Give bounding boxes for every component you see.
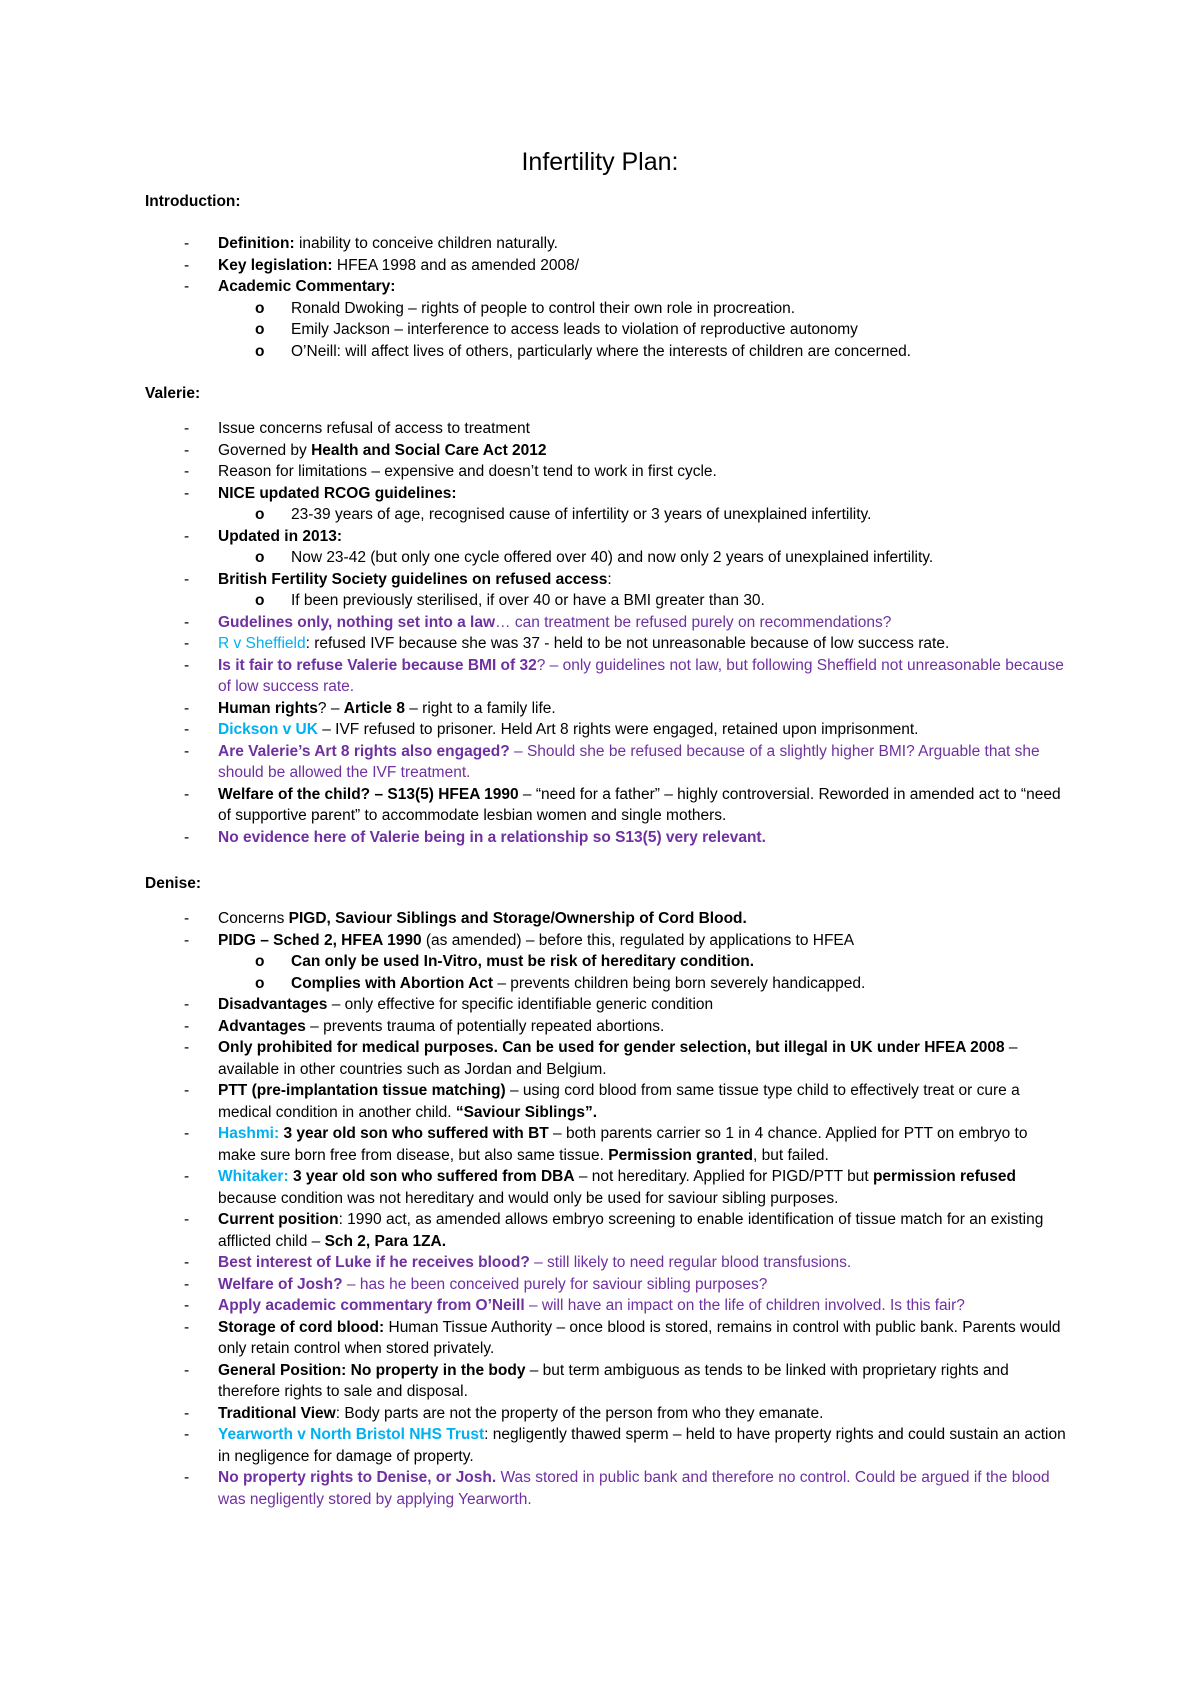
text-run: Definition: bbox=[218, 235, 299, 252]
bullet-marker: - bbox=[184, 1469, 190, 1486]
list-item bbox=[0, 569, 1200, 591]
list-item-text bbox=[218, 827, 1068, 849]
list-item-text bbox=[218, 483, 1068, 505]
list-item bbox=[0, 1123, 1200, 1166]
list-item-text bbox=[218, 1166, 1068, 1209]
list-item bbox=[0, 1016, 1200, 1038]
introduction-list bbox=[0, 233, 1200, 362]
sub-list-item bbox=[0, 504, 1200, 526]
text-run: Hashmi: bbox=[218, 1125, 284, 1142]
sub-bullet-marker: o bbox=[255, 506, 265, 523]
text-run: Dickson v UK bbox=[218, 721, 323, 738]
bullet-marker: - bbox=[184, 742, 190, 760]
text-run: – prevents children being born severely handicapped. bbox=[493, 974, 866, 992]
text-run: If been previously sterilised, if over 40 or have a BMI greater than 30. bbox=[291, 592, 765, 609]
sub-list-item bbox=[0, 547, 1200, 569]
list-item-text bbox=[218, 1037, 1068, 1080]
list-item-text bbox=[291, 590, 1081, 612]
section-heading-denise: Denise: bbox=[145, 875, 201, 892]
list-item-text bbox=[218, 633, 1068, 655]
bullet-marker: - bbox=[184, 420, 190, 437]
text-run: : Body parts are not the property of the person from who they emanate. bbox=[335, 1404, 824, 1422]
text-run: … can treatment be refused purely on recommendations? bbox=[495, 613, 892, 631]
bullet-marker: - bbox=[184, 1039, 190, 1056]
bullet-marker: - bbox=[184, 1426, 190, 1443]
list-item bbox=[0, 698, 1200, 720]
text-run: : refused IVF because she was 37 - held to be not unreasonable because of low success rate. bbox=[305, 635, 950, 652]
text-run: Traditional View bbox=[218, 1404, 336, 1422]
text-run: Only prohibited for medical purposes. Can be used for gender selection, but illegal in UK under HFEA 2008 bbox=[218, 1039, 1005, 1056]
bullet-marker: - bbox=[184, 828, 190, 846]
bullet-marker: - bbox=[184, 699, 190, 717]
list-item bbox=[0, 1360, 1200, 1403]
sub-bullet-marker: o bbox=[255, 342, 265, 360]
bullet-marker: - bbox=[184, 785, 190, 803]
bullet-marker: - bbox=[184, 996, 190, 1013]
text-run: Gudelines only, nothing set into a law bbox=[218, 613, 496, 631]
text-run: Academic Commentary: bbox=[218, 278, 396, 295]
text-run: Ronald Dwoking – rights of people to control their own role in procreation. bbox=[291, 299, 796, 317]
list-item-text bbox=[291, 298, 1081, 320]
text-run: – not hereditary. Applied for PIGD/PTT but bbox=[574, 1168, 873, 1185]
bullet-marker: - bbox=[184, 1017, 190, 1035]
text-run: – “need for a father” – highly controversial. Reworded in amended act to “need of supportive parent” to accommodate lesbian women and single mothers. bbox=[218, 785, 1061, 824]
list-item bbox=[0, 1403, 1200, 1425]
list-item bbox=[0, 1467, 1200, 1510]
list-item bbox=[0, 461, 1200, 483]
list-item-text bbox=[218, 1209, 1068, 1252]
list-item-text bbox=[218, 1016, 1068, 1038]
text-run: because condition was not hereditary and would only be used for saviour sibling purposes. bbox=[218, 1189, 839, 1207]
text-run: – but term ambiguous as tends to be linked with proprietary rights and therefore rights to sale and disposal. bbox=[218, 1361, 1009, 1400]
text-run: Reason for limitations – expensive and doesn’t tend to work in first cycle. bbox=[218, 463, 717, 480]
text-run: – using cord blood from same tissue type child to effectively treat or cure a medical condition in another child. bbox=[218, 1082, 1020, 1121]
list-item-text bbox=[218, 255, 1068, 277]
list-item bbox=[0, 994, 1200, 1016]
text-run: Concerns bbox=[218, 910, 289, 927]
text-run: Human rights bbox=[218, 699, 318, 717]
list-item-text bbox=[218, 1252, 1068, 1274]
list-item-text bbox=[291, 319, 1081, 341]
text-run: – prevents trauma of potentially repeated abortions. bbox=[305, 1017, 665, 1035]
list-item-text bbox=[218, 655, 1068, 698]
bullet-marker: - bbox=[184, 613, 190, 631]
sub-list-item bbox=[0, 319, 1200, 341]
text-run: 23-39 years of age, recognised cause of infertility or 3 years of unexplained infertility. bbox=[291, 506, 872, 523]
list-item bbox=[0, 1080, 1200, 1123]
text-run: Is it fair to refuse Valerie because BMI of 32 bbox=[218, 656, 537, 674]
text-run: – Should she be refused because of a slightly higher BMI? Arguable that she should be allowed the IVF treatment. bbox=[218, 742, 1040, 781]
bullet-marker: - bbox=[184, 721, 190, 738]
list-item bbox=[0, 741, 1200, 784]
list-item-text bbox=[218, 440, 1068, 462]
list-item-text bbox=[218, 461, 1068, 483]
sub-bullet-marker: o bbox=[255, 549, 265, 566]
text-run: R v Sheffield bbox=[218, 635, 306, 652]
text-run: permission refused bbox=[872, 1168, 1016, 1185]
bullet-marker: - bbox=[184, 1125, 190, 1142]
text-run: Welfare of Josh? bbox=[218, 1275, 343, 1293]
text-run: British Fertility Society guidelines on refused access bbox=[218, 570, 608, 588]
text-run: : negligently thawed sperm – held to have property rights and could sustain an action in negligence for damage of property. bbox=[218, 1426, 1066, 1465]
sub-bullet-marker: o bbox=[255, 321, 265, 338]
text-run: Governed by bbox=[218, 441, 312, 459]
text-run: Storage of cord blood: bbox=[218, 1318, 385, 1336]
text-run: Can only be used In-Vitro, must be risk of hereditary condition. bbox=[291, 953, 755, 970]
text-run: (as amended) – before this, regulated by applications to HFEA bbox=[421, 931, 855, 949]
text-run: PIGD, Saviour Siblings and Storage/Ownership of Cord Blood. bbox=[288, 910, 747, 927]
sub-bullet-marker: o bbox=[255, 592, 265, 609]
list-item-text bbox=[218, 1274, 1068, 1296]
sub-list-item bbox=[0, 298, 1200, 320]
list-item bbox=[0, 1295, 1200, 1317]
bullet-marker: - bbox=[184, 235, 190, 252]
list-item-text bbox=[291, 547, 1081, 569]
text-run: – only effective for specific identifiable generic condition bbox=[327, 996, 714, 1013]
list-item-text bbox=[218, 1080, 1068, 1123]
list-item-text bbox=[291, 973, 1081, 995]
text-run: : bbox=[607, 570, 612, 588]
text-run: Best interest of Luke if he receives blood? bbox=[218, 1254, 530, 1271]
valerie-list bbox=[0, 418, 1200, 848]
list-item bbox=[0, 633, 1200, 655]
list-item bbox=[0, 440, 1200, 462]
list-item-text bbox=[218, 418, 1068, 440]
text-run: Now 23-42 (but only one cycle offered over 40) and now only 2 years of unexplained infertility. bbox=[291, 549, 934, 566]
list-item bbox=[0, 719, 1200, 741]
sub-list-item bbox=[0, 973, 1200, 995]
text-run: – both parents carrier so 1 in 4 chance. Applied for PTT on embryo to make sure born free from disease, but also same tissue. bbox=[218, 1125, 1028, 1164]
text-run: – available in other countries such as Jordan and Belgium. bbox=[218, 1039, 1018, 1078]
bullet-marker: - bbox=[184, 1318, 190, 1336]
text-run: Are Valerie’s Art 8 rights also engaged? bbox=[218, 742, 510, 760]
text-run: Welfare of the child? – S13(5) HFEA 1990 bbox=[218, 785, 519, 803]
bullet-marker: - bbox=[184, 910, 190, 927]
list-item bbox=[0, 930, 1200, 952]
list-item bbox=[0, 1166, 1200, 1209]
page-title: Infertility Plan: bbox=[521, 148, 679, 176]
bullet-marker: - bbox=[184, 1254, 190, 1271]
list-item-text bbox=[218, 276, 1068, 298]
denise-list bbox=[0, 908, 1200, 1510]
sub-list-item bbox=[0, 590, 1200, 612]
text-run: Complies with Abortion Act bbox=[291, 974, 494, 992]
list-item bbox=[0, 1209, 1200, 1252]
list-item-text bbox=[218, 741, 1068, 784]
text-run: Was stored in public bank and therefore no control. Could be argued if the blood was negligently stored by applying Yearworth. bbox=[218, 1469, 1050, 1508]
text-run: Advantages bbox=[218, 1017, 306, 1035]
list-item bbox=[0, 418, 1200, 440]
text-run: – IVF refused to prisoner. Held Art 8 rights were engaged, retained upon imprisonment. bbox=[322, 721, 919, 738]
list-item bbox=[0, 612, 1200, 634]
list-item-text bbox=[218, 569, 1068, 591]
text-run: “Saviour Siblings”. bbox=[455, 1103, 598, 1121]
list-item bbox=[0, 908, 1200, 930]
list-item-text bbox=[218, 719, 1068, 741]
text-run: ? – bbox=[317, 699, 344, 717]
sub-list-item bbox=[0, 341, 1200, 363]
bullet-marker: - bbox=[184, 1404, 190, 1422]
list-item bbox=[0, 1252, 1200, 1274]
text-run: – has he been conceived purely for saviour sibling purposes? bbox=[342, 1275, 768, 1293]
text-run: No property rights to Denise, or Josh. bbox=[218, 1469, 497, 1486]
text-run: No evidence here of Valerie being in a relationship so S13(5) very relevant. bbox=[218, 828, 766, 846]
bullet-marker: - bbox=[184, 1275, 190, 1293]
bullet-marker: - bbox=[184, 570, 190, 588]
text-run: Key legislation: bbox=[218, 256, 337, 274]
bullet-marker: - bbox=[184, 463, 190, 480]
list-item-text bbox=[291, 341, 1081, 363]
bullet-marker: - bbox=[184, 1297, 190, 1314]
bullet-marker: - bbox=[184, 484, 190, 502]
text-run: Health and Social Care Act 2012 bbox=[311, 441, 547, 459]
list-item-text bbox=[218, 526, 1068, 548]
text-run: O’Neill: will affect lives of others, particularly where the interests of children are concerned. bbox=[291, 342, 911, 360]
sub-bullet-marker: o bbox=[255, 953, 265, 970]
list-item bbox=[0, 526, 1200, 548]
list-item-text bbox=[218, 698, 1068, 720]
bullet-marker: - bbox=[184, 1361, 190, 1379]
text-run: Disadvantages bbox=[218, 996, 328, 1013]
list-item-text bbox=[218, 908, 1068, 930]
list-item bbox=[0, 483, 1200, 505]
text-run: : 1990 act, as amended allows embryo screening to enable identification of tissue match for an existing afflicted child – bbox=[218, 1211, 1044, 1250]
sub-bullet-marker: o bbox=[255, 299, 265, 317]
text-run: ? – only guidelines not law, but following Sheffield not unreasonable because of low success rate. bbox=[218, 656, 1064, 695]
text-run: Current position bbox=[218, 1211, 339, 1228]
text-run: NICE updated RCOG guidelines: bbox=[218, 484, 457, 502]
list-item-text bbox=[291, 504, 1081, 526]
text-run: Human Tissue Authority – once blood is stored, remains in control with public bank. Parents would only retain control when stored privately. bbox=[218, 1318, 1061, 1357]
list-item-text bbox=[218, 1467, 1068, 1510]
text-run: – will have an impact on the life of children involved. Is this fair? bbox=[524, 1297, 965, 1314]
bullet-marker: - bbox=[184, 1168, 190, 1185]
list-item-text bbox=[218, 784, 1068, 827]
list-item bbox=[0, 827, 1200, 849]
text-run: Updated in 2013: bbox=[218, 527, 343, 545]
list-item-text bbox=[291, 951, 1081, 973]
bullet-marker: - bbox=[184, 278, 190, 295]
text-run: Issue concerns refusal of access to treatment bbox=[218, 420, 530, 437]
section-heading-introduction: Introduction: bbox=[145, 193, 241, 210]
list-item-text bbox=[218, 1360, 1068, 1403]
text-run: PIDG – Sched 2, HFEA 1990 bbox=[218, 931, 422, 949]
text-run: Article 8 bbox=[343, 699, 405, 717]
text-run: , but failed. bbox=[752, 1146, 829, 1164]
list-item bbox=[0, 1037, 1200, 1080]
sub-list-item bbox=[0, 951, 1200, 973]
list-item bbox=[0, 255, 1200, 277]
sub-bullet-marker: o bbox=[255, 974, 265, 992]
list-item-text bbox=[218, 612, 1068, 634]
bullet-marker: - bbox=[184, 527, 190, 545]
bullet-marker: - bbox=[184, 635, 190, 652]
text-run: Apply academic commentary from O’Neill bbox=[218, 1297, 525, 1314]
list-item bbox=[0, 233, 1200, 255]
text-run: Sch 2, Para 1ZA. bbox=[324, 1232, 447, 1250]
bullet-marker: - bbox=[184, 1211, 190, 1228]
bullet-marker: - bbox=[184, 931, 190, 949]
bullet-marker: - bbox=[184, 441, 190, 459]
list-item bbox=[0, 1424, 1200, 1467]
text-run: – right to a family life. bbox=[404, 699, 556, 717]
text-run: 3 year old son who suffered from DBA bbox=[292, 1168, 575, 1185]
text-run: – still likely to need regular blood transfusions. bbox=[529, 1254, 852, 1271]
list-item-text bbox=[218, 1317, 1068, 1360]
list-item bbox=[0, 276, 1200, 298]
list-item-text bbox=[218, 1424, 1068, 1467]
bullet-marker: - bbox=[184, 656, 190, 674]
list-item bbox=[0, 655, 1200, 698]
text-run: 3 year old son who suffered with BT bbox=[283, 1125, 549, 1142]
list-item-text bbox=[218, 1403, 1068, 1425]
list-item-text bbox=[218, 930, 1068, 952]
list-item bbox=[0, 1317, 1200, 1360]
section-heading-valerie: Valerie: bbox=[145, 385, 201, 402]
text-run: Whitaker: bbox=[218, 1168, 293, 1185]
text-run: Permission granted bbox=[608, 1146, 753, 1164]
text-run: PTT (pre-implantation tissue matching) bbox=[218, 1082, 506, 1099]
text-run: inability to conceive children naturally. bbox=[298, 235, 558, 252]
text-run: Yearworth v North Bristol NHS Trust bbox=[218, 1426, 485, 1443]
text-run: Emily Jackson – interference to access leads to violation of reproductive autonomy bbox=[291, 321, 858, 338]
list-item-text bbox=[218, 994, 1068, 1016]
list-item-text bbox=[218, 1123, 1068, 1166]
list-item-text bbox=[218, 1295, 1068, 1317]
bullet-marker: - bbox=[184, 1082, 190, 1099]
list-item bbox=[0, 1274, 1200, 1296]
text-run: HFEA 1998 and as amended 2008/ bbox=[336, 256, 580, 274]
list-item bbox=[0, 784, 1200, 827]
bullet-marker: - bbox=[184, 256, 190, 274]
text-run: General Position: No property in the body bbox=[218, 1361, 526, 1379]
list-item-text bbox=[218, 233, 1068, 255]
